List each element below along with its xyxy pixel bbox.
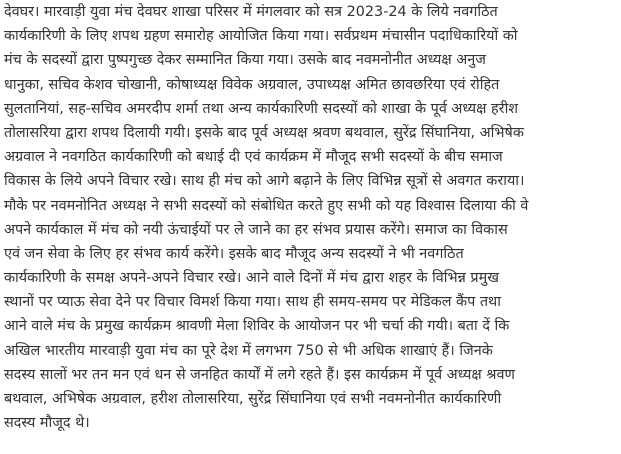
article-line: सुलतानियां, सह-सचिव अमरदीप शर्मा तथा अन्य कार्यकारिणी सदस्यों को शाखा के पूर्व अध्यक्ष हरीश <box>4 100 519 117</box>
article-line: मंच के सदस्यों द्वारा पुष्पगुच्छ देकर सम्मानित किया गया। उसके बाद नवमनोनीत अध्यक्ष अनुज <box>4 52 486 69</box>
article-line: धानुका, सचिव केशव चोखानी, कोषाध्यक्ष विवेक अग्रवाल, उपाध्यक्ष अमित छावछरिया एवं रोहित <box>4 76 500 93</box>
article-line: बथवाल, अभिषेक अग्रवाल, हरीश तोलासरिया, सुरेंद्र सिंघानिया एवं सभी नवमनोनीत कार्यकारिणी <box>4 391 502 407</box>
article-line: सदस्य मौजूद थे। <box>4 415 90 432</box>
article-line: मौके पर नवमनोनित अध्यक्ष ने सभी सदस्यों को संबोधित करते हुए सभी को यह विश्वास दिलाया की वे <box>4 197 529 214</box>
article-line: कार्यकारिणी के लिए शपथ ग्रहण समारोह आयोजित किया गया। सर्वप्रथम मंचासीन पदाधिकारियों को <box>4 28 518 45</box>
article-line: अखिल भारतीय मारवाड़ी युवा मंच का पूरे देश में लगभग 750 से भी अधिक शाखाएं हैं। जिनके <box>4 342 493 359</box>
article-line: आने वाले मंच के प्रमुख कार्यक्रम श्रावणी मेला शिविर के आयोजन पर भी चर्चा की गयी। बता दें कि <box>4 318 510 335</box>
article-line: एवं जन सेवा के लिए हर संभव कार्य करेंगे। इसके बाद मौजूद अन्य सदस्यों ने भी नवगठित <box>4 245 464 262</box>
article-line: स्थानों पर प्याऊ सेवा देने पर विचार विमर्श किया गया। साथ ही समय-समय पर मेडिकल कैंप तथा <box>4 294 501 311</box>
article-line: अपने कार्यकाल में मंच को नयी ऊंचाईयों पर ले जाने का हर संभव प्रयास करेंगे। समाज का विकास <box>4 221 508 238</box>
article-line: सदस्य सालों भर तन मन एवं धन से जनहित कार्यों में लगे रहते हैं। इस कार्यक्रम में पूर्व अध्यक्ष श्रवण <box>4 366 515 383</box>
article-line: देवघर। मारवाड़ी युवा मंच देवघर शाखा परिसर में मंगलवार को सत्र 2023-24 के लिये नवगठित <box>4 4 498 20</box>
article-line: अग्रवाल ने नवगठित कार्यकारिणी को बधाई दी एवं कार्यक्रम में मौजूद सभी सदस्यों के बीच समाज <box>4 149 503 166</box>
article-line: तोलासरिया द्वारा शपथ दिलायी गयी। इसके बाद पूर्व अध्यक्ष श्रवण बथवाल, सुरेंद्र सिंघानिया, अभिषेक <box>4 124 524 141</box>
article-line: विकास के लिये अपने विचार रखे। साथ ही मंच को आगे बढ़ाने के लिए विभिन्न सूत्रों से अवगत कराया। <box>4 173 525 190</box>
article-line: कार्यकारिणी के समक्ष अपने-अपने विचार रखे। आने वाले दिनों में मंच द्वारा शहर के विभिन्न प्रमुख <box>4 270 499 287</box>
